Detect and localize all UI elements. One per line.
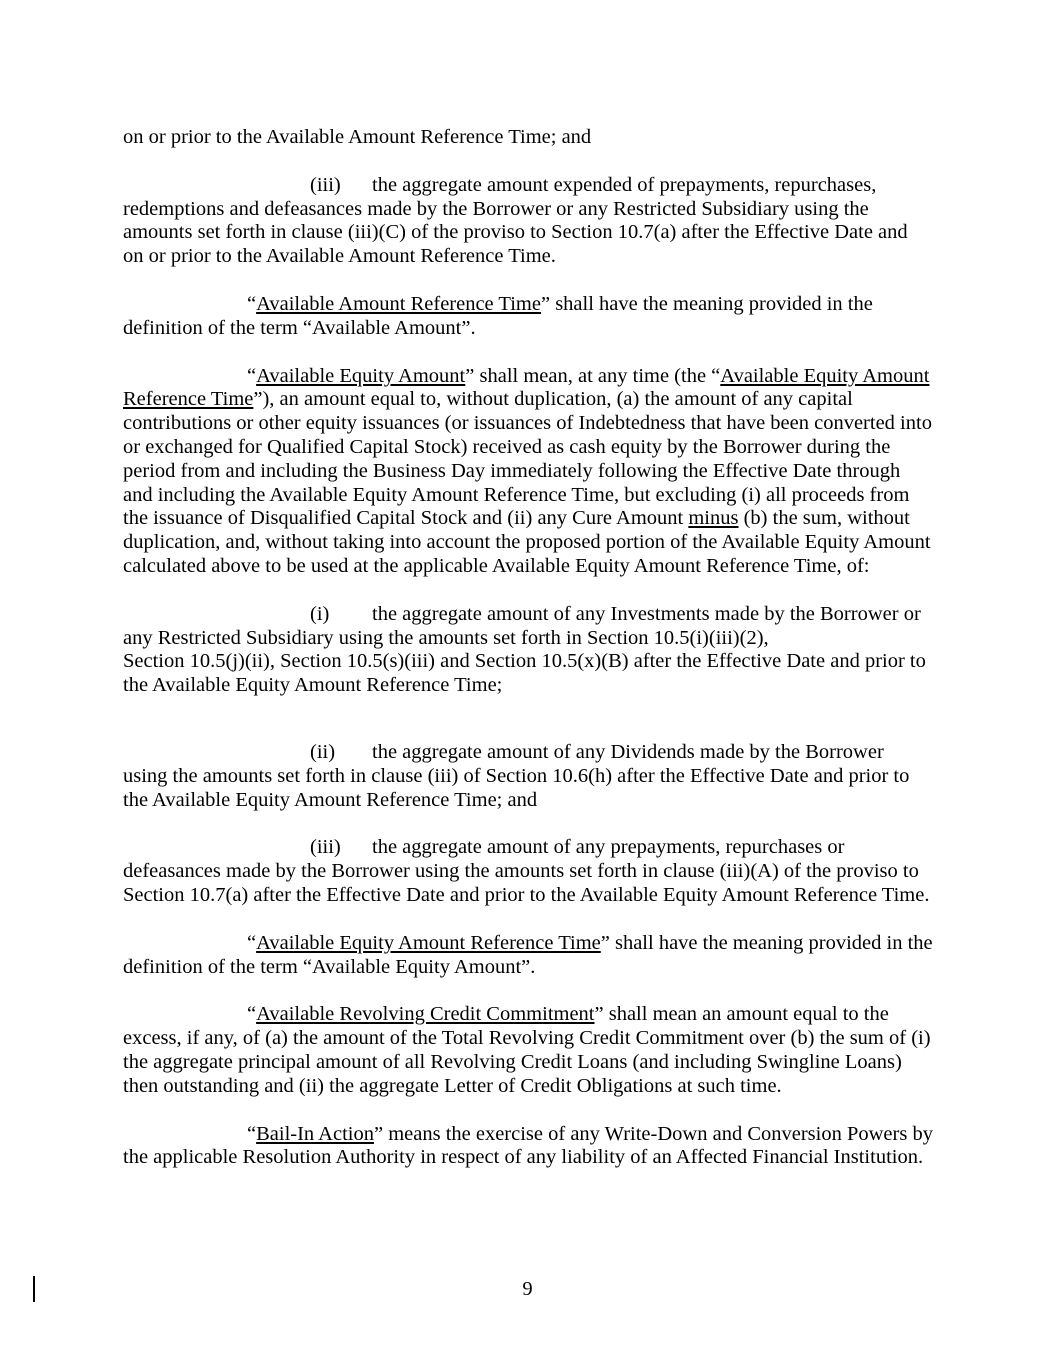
paragraph: [123, 293, 933, 341]
text-run: “: [247, 292, 257, 315]
paragraph: [123, 836, 933, 907]
paragraph: [123, 1123, 933, 1171]
document-body: [123, 126, 933, 1194]
defined-term: Available Equity Amount Reference Time: [123, 364, 930, 411]
text-run: “: [247, 931, 257, 954]
paragraph: [123, 603, 933, 698]
defined-term: Available Equity Amount Reference Time: [256, 931, 601, 954]
text-run: “: [247, 1003, 257, 1026]
text-run: the aggregate amount of any prepayments, repurchases or defeasances made by the Borrower using the amounts set forth in clause (iii)(A) of the proviso to Section 10.7(a) after the Effective Date and prior to the Available Equity Amount Reference Time.: [123, 836, 930, 906]
text-run: ” means the exercise of any Write-Down and Conversion Powers by the applicable Resolution Authority in respect of any liability of an Affected Financial Institution.: [123, 1122, 933, 1169]
paragraph: [123, 741, 933, 812]
text-run: (b) the sum, without duplication, and, without taking into account the proposed portion of the Available Equity Amount calculated above to be used at the applicable Available Equity Amount Reference Time, of:: [123, 507, 931, 577]
text-run: ” shall have the meaning provided in the definition of the term “Available Equity Amount”.: [123, 931, 933, 978]
text-run: the aggregate amount of any Dividends made by the Borrower using the amounts set forth in clause (iii) of Section 10.6(h) after the Effective Date and prior to the Available Equity Amount Reference Time; and: [123, 740, 910, 811]
page-number: 9: [522, 1278, 533, 1300]
text-run: the aggregate amount of any Investments made by the Borrower or any Restricted Subsidiary using the amounts set forth in Section 10.5(i)(iii)(2),: [123, 602, 921, 649]
defined-term: Available Amount Reference Time: [256, 292, 541, 315]
paragraph: [123, 932, 933, 980]
clause-marker: (ii): [310, 740, 336, 763]
defined-term: minus: [688, 507, 739, 530]
defined-term: Available Equity Amount: [256, 364, 466, 387]
text-run: “: [247, 364, 257, 387]
paragraph: [123, 174, 933, 269]
text-run: ” shall mean an amount equal to the excess, if any, of (a) the amount of the Total Revolving Credit Commitment over (b) the sum of (i) the aggregate principal amount of all Revolving Credit Loans (and including Swingline Loans) then outstanding and (ii) the aggregate Letter of Credit Obligations at such time.: [123, 1003, 931, 1097]
clause-marker: (iii): [310, 173, 341, 196]
text-run: ”), an amount equal to, without duplication, (a) the amount of any capital contributions or other equity issuances (or issuances of Indebtedness that have been converted into or exchanged for Qualified Capital Stock) received as cash equity by the Borrower during the period from and including the Business Day immediately following the Effective Date through and including the Available Equity Amount Reference Time, but excluding (i) all proceeds from the issuance of Disqualified Capital Stock and (ii) any Cure Amount: [123, 388, 932, 530]
paragraph: [123, 365, 933, 579]
defined-term: Available Revolving Credit Commitment: [256, 1003, 595, 1026]
paragraph: [123, 1003, 933, 1098]
text-run: “: [247, 1122, 257, 1145]
paragraph: [123, 126, 933, 150]
text-run: on or prior to the Available Amount Reference Time; and: [123, 126, 592, 148]
clause-marker: (i): [310, 602, 330, 625]
text-run: Section 10.5(j)(ii), Section 10.5(s)(iii) and Section 10.5(x)(B) after the Effective Date and prior to the Available Equity Amount Reference Time;: [123, 650, 926, 697]
clause-marker: (iii): [310, 836, 341, 859]
text-run: the aggregate amount expended of prepayments, repurchases, redemptions and defeasances made by the Borrower or any Restricted Subsidiary using the amounts set forth in clause (iii)(C) of the proviso to Section 10.7(a) after the Effective Date and on or prior to the Available Amount Reference Time.: [123, 173, 908, 268]
text-run: ” shall mean, at any time (the “: [465, 364, 721, 387]
defined-term: Bail-In Action: [256, 1122, 374, 1145]
text-run: ” shall have the meaning provided in the definition of the term “Available Amount”.: [123, 292, 873, 339]
